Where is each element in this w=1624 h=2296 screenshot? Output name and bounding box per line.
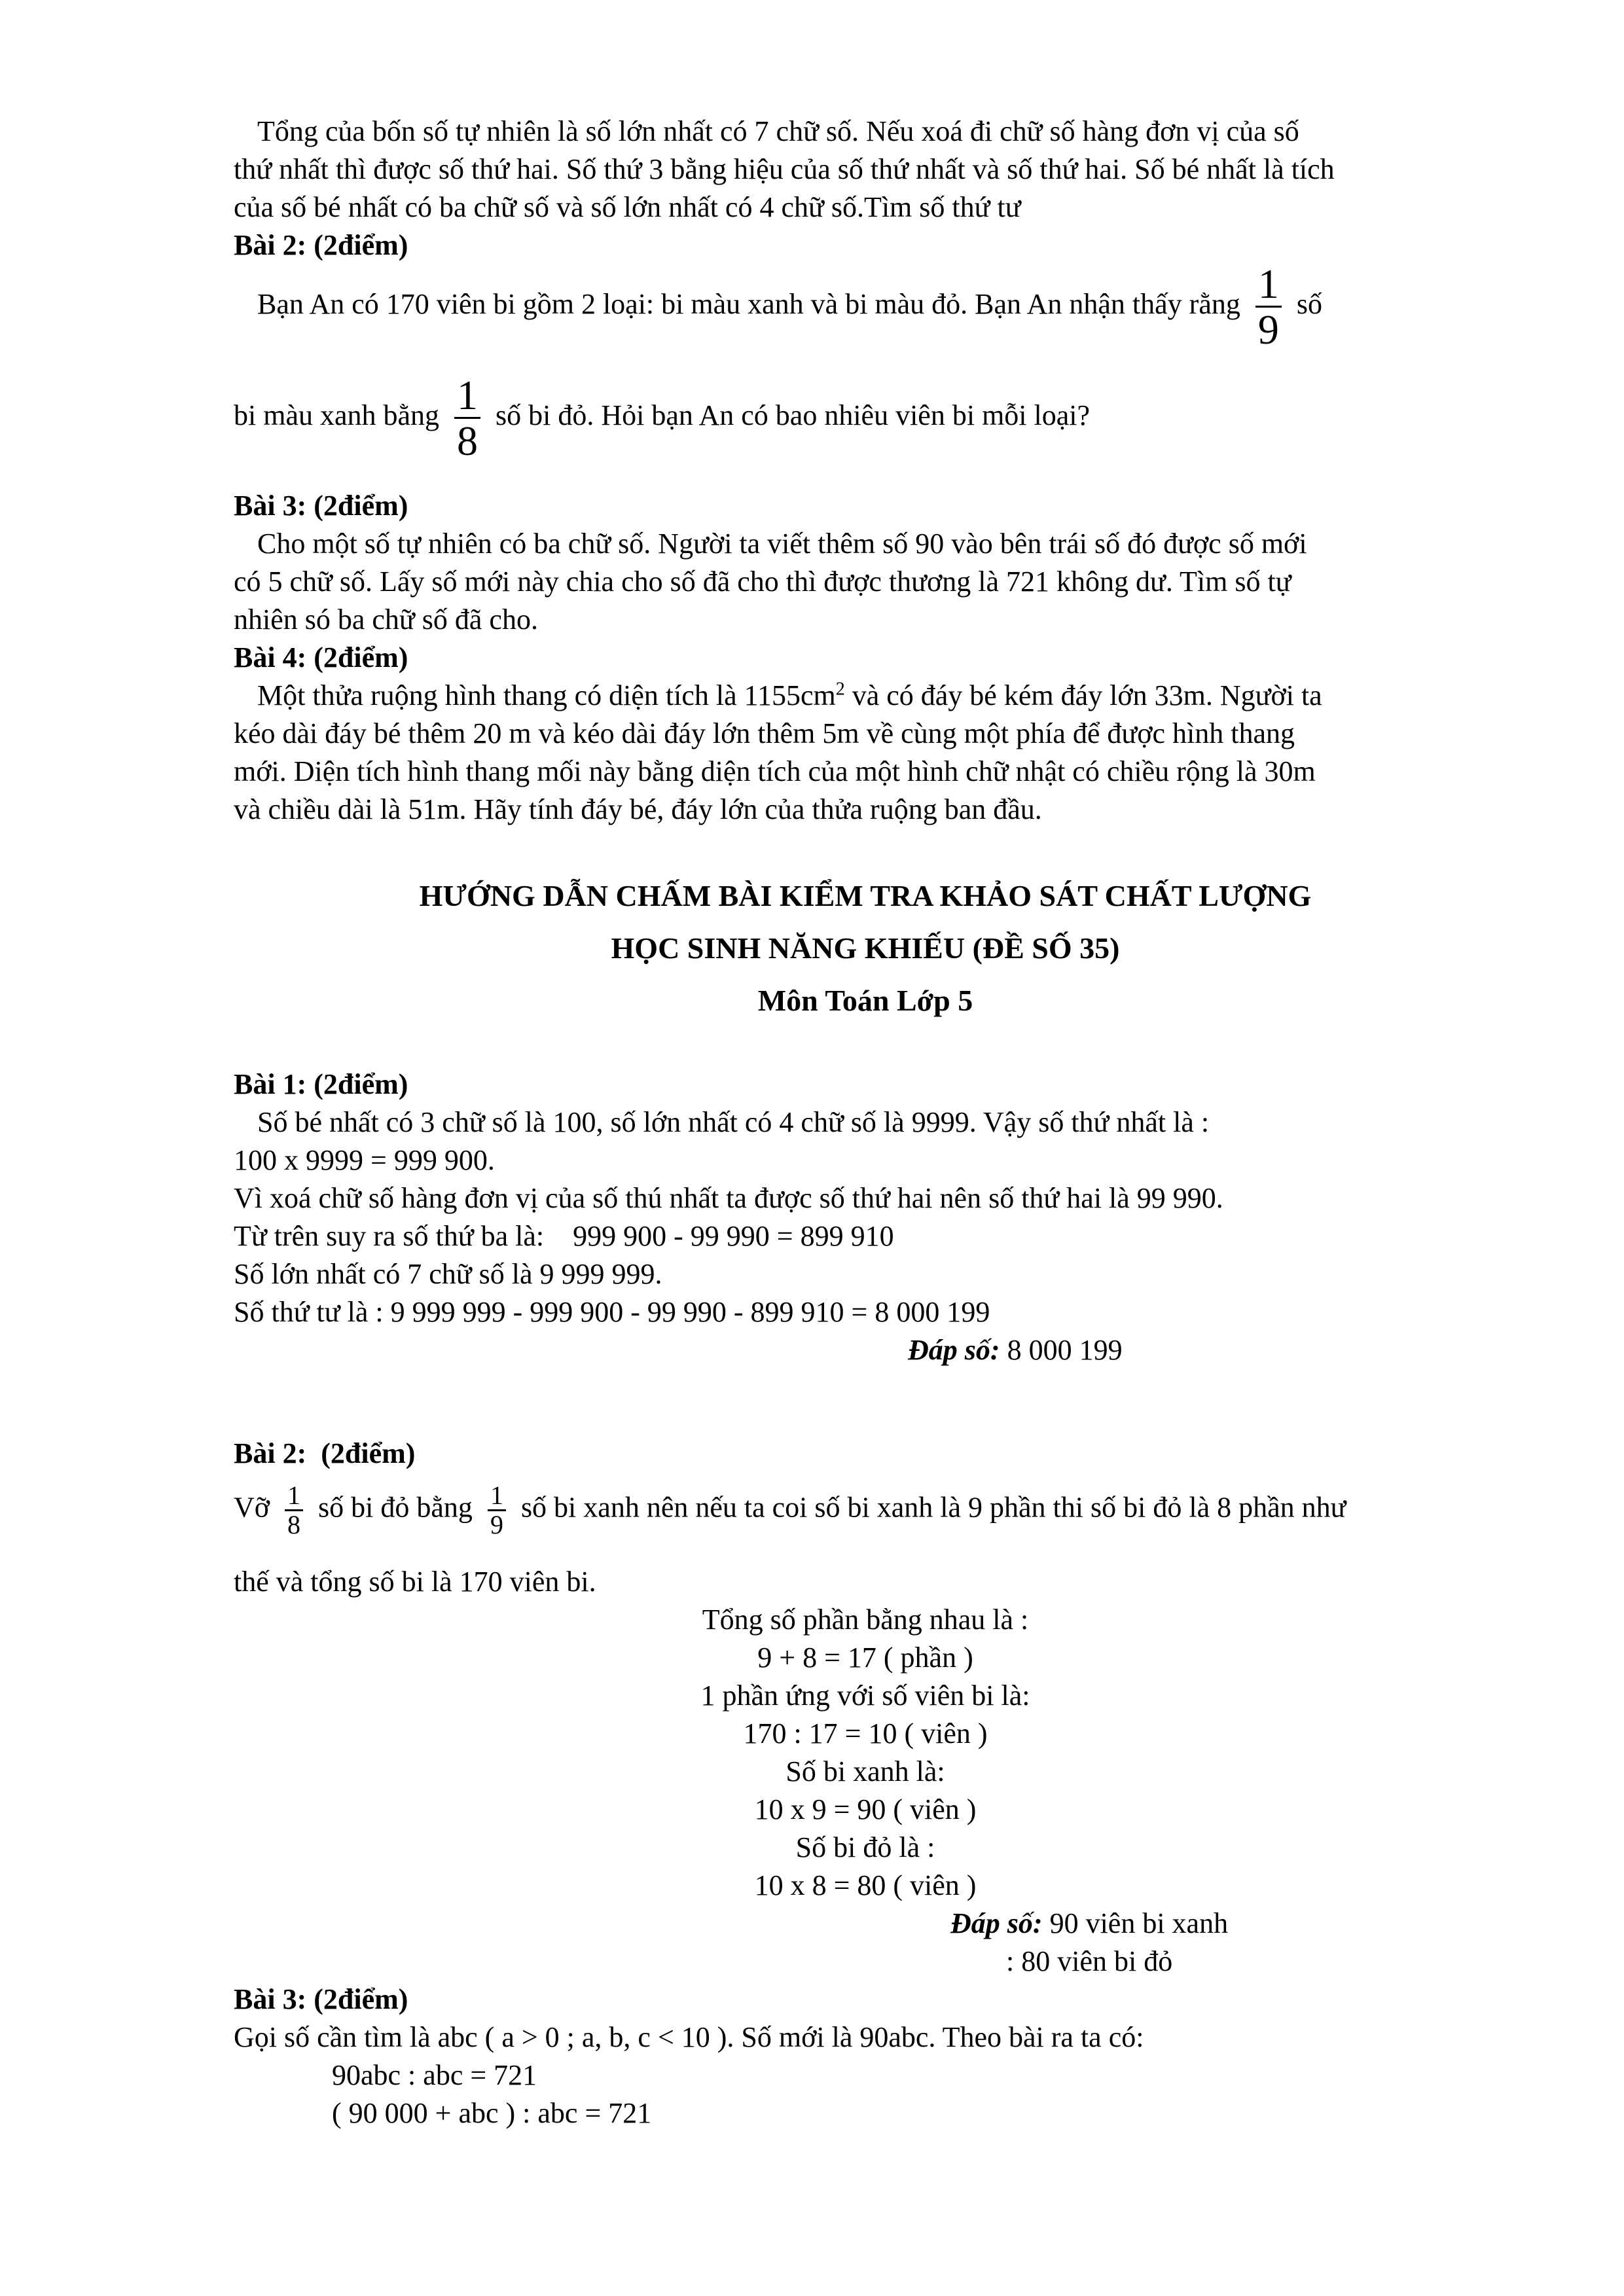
guide-bai1-line: Số bé nhất có 3 chữ số là 100, số lớn nhất có 4 chữ số là 9999. Vậy số thứ nhất là : (257, 1106, 1210, 1138)
guide-bai2-answer (234, 1905, 1497, 1981)
bai4-heading: Bài 4: (2điểm) (234, 641, 408, 673)
guide-bai2-answer-line2: : 80 viên bi đỏ (1006, 1945, 1173, 1977)
bai4-text-line: và chiều dài là 51m. Hãy tính đáy bé, đáy lớn của thửa ruộng ban đầu. (234, 793, 1042, 825)
guide-bai2-line1 (234, 1482, 1497, 1539)
bai2-line2-text: bi màu xanh bằng (234, 399, 440, 431)
fraction-denominator: 8 (454, 417, 480, 463)
answer-value: 90 viên bi xanh (1042, 1907, 1229, 1939)
answer-label: Đáp số: (908, 1334, 1000, 1366)
guide-bai2-step: 10 x 9 = 90 ( viên ) (754, 1793, 977, 1825)
bai2-line1-text: Bạn An có 170 viên bi gồm 2 loại: bi màu xanh và bi màu đỏ. Bạn An nhận thấy rằng (257, 287, 1240, 320)
guide-bai1-line: Vì xoá chữ số hàng đơn vị của số thú nhất ta được số thứ hai nên số thứ hai là 99 990. (234, 1182, 1223, 1214)
fraction-one-ninth (488, 1482, 506, 1539)
guide-bai2-heading: Bài 2: (2điểm) (234, 1437, 416, 1469)
bai2-problem-line2 (234, 373, 1497, 463)
guide-bai1-line: Số lớn nhất có 7 chữ số là 9 999 999. (234, 1258, 662, 1290)
guide-bai2-step: Số bi đỏ là : (795, 1831, 935, 1863)
guide-bai2-steps (234, 1601, 1497, 1905)
guide-bai2-step: Số bi xanh là: (785, 1755, 945, 1787)
bai1-text-line: Tổng của bốn số tự nhiên là số lớn nhất có 7 chữ số. Nếu xoá đi chữ số hàng đơn vị của số (257, 115, 1299, 147)
guide-bai3-heading: Bài 3: (2điểm) (234, 1983, 408, 2015)
fraction-numerator: 1 (1257, 260, 1279, 307)
guide-bai3-eq: 90abc : abc = 721 (332, 2059, 537, 2091)
guide-bai1 (234, 1066, 1497, 1369)
fraction-denominator: 9 (1255, 306, 1282, 351)
guide-subject: Môn Toán Lớp 5 (757, 984, 973, 1017)
bai4-text-post: và có đáy bé kém đáy lớn 33m. Người ta (844, 679, 1322, 711)
guide-bai3-eq: ( 90 000 + abc ) : abc = 721 (332, 2097, 652, 2129)
guide-title-line1: HƯỚNG DẪN CHẤM BÀI KIỂM TRA KHẢO SÁT CHẤT LƯỢNG (419, 879, 1312, 912)
guide-bai3 (234, 1981, 1497, 2132)
bai4-text-line (234, 677, 1497, 715)
bai2-line1 (234, 262, 1497, 351)
fraction-denominator: 8 (285, 1509, 303, 1539)
bai2-heading: Bài 2: (2điểm) (234, 229, 408, 261)
guide-bai1-answer (234, 1331, 1497, 1369)
fraction-numerator: 1 (490, 1480, 503, 1510)
guide-bai2-step: 10 x 8 = 80 ( viên ) (754, 1869, 977, 1901)
guide-title-line2: HỌC SINH NĂNG KHIẾU (ĐỀ SỐ 35) (611, 931, 1120, 965)
guide-bai2-step: 9 + 8 = 17 ( phần ) (757, 1641, 973, 1674)
guide-bai2-line2: thế và tổng số bi là 170 viên bi. (234, 1566, 596, 1598)
bai4-text-line: mới. Diện tích hình thang mối này bằng diện tích của một hình chữ nhật có chiều rộng là 30m (234, 755, 1316, 787)
answer-value: 8 000 199 (1000, 1334, 1123, 1366)
guide-bai2-mid: số bi đỏ bằng (318, 1491, 473, 1524)
bai3-text-line: Cho một số tự nhiên có ba chữ số. Người ta viết thêm số 90 vào bên trái số đó được số mới (257, 528, 1307, 560)
guide-bai2-pre: Vỡ (234, 1491, 270, 1524)
fraction-one-ninth (1255, 262, 1282, 351)
bai3-heading: Bài 3: (2điểm) (234, 490, 408, 522)
bai4-text-pre: Một thửa ruộng hình thang có diện tích là 1155cm (257, 679, 836, 711)
answer-label: Đáp số: (950, 1907, 1043, 1939)
bai4-text-line: kéo dài đáy bé thêm 20 m và kéo dài đáy lớn thêm 5m về cùng một phía để được hình thang (234, 717, 1295, 749)
bai2-line2-tail: số bi đỏ. Hỏi bạn An có bao nhiêu viên bi mỗi loại? (496, 399, 1091, 431)
guide-bai2-post: số bi xanh nên nếu ta coi số bi xanh là 9 phần thi số bi đỏ là 8 phần như (520, 1491, 1346, 1524)
guide-bai2 (234, 1435, 1497, 1473)
bai1-problem (234, 113, 1497, 264)
guide-bai3-line1: Gọi số cần tìm là abc ( a > 0 ; a, b, c < 10 ). Số mới là 90abc. Theo bài ra ta có: (234, 2021, 1144, 2053)
fraction-one-eighth (285, 1482, 303, 1539)
bai1-text-line: của số bé nhất có ba chữ số và số lớn nhất có 4 chữ số.Tìm số thứ tư (234, 191, 1021, 223)
bai3-text-line: có 5 chữ số. Lấy số mới này chia cho số đã cho thì được thương là 721 không dư. Tìm số tự (234, 565, 1291, 598)
bai3-problem (234, 487, 1497, 829)
bai2-problem (234, 262, 1497, 351)
guide-bai2-answer-line1 (234, 1905, 1497, 1943)
bai2-line2 (234, 373, 1497, 463)
fraction-numerator: 1 (457, 372, 478, 418)
bai1-text-line: thứ nhất thì được số thứ hai. Số thứ 3 bằng hiệu của số thứ nhất và số thứ hai. Số bé nhất là tích (234, 153, 1335, 185)
guide-bai1-line: 100 x 9999 = 999 900. (234, 1144, 495, 1176)
bai2-line1-tail: số (1296, 287, 1322, 320)
guide-bai1-line: Từ trên suy ra số thứ ba là: 999 900 - 99 990 = 899 910 (234, 1220, 894, 1252)
guide-bai1-line: Số thứ tư là : 9 999 999 - 999 900 - 99 990 - 899 910 = 8 000 199 (234, 1296, 990, 1328)
guide-bai2-step: 1 phần ứng với số viên bi là: (700, 1679, 1030, 1712)
guide-bai2-line1-text (234, 1482, 1497, 1539)
bai3-text-line: nhiên só ba chữ số đã cho. (234, 603, 538, 636)
guide-bai1-heading: Bài 1: (2điểm) (234, 1068, 408, 1100)
guide-title-block (234, 877, 1497, 1020)
guide-bai2-step: Tổng số phần bằng nhau là : (702, 1604, 1029, 1636)
fraction-denominator: 9 (488, 1509, 506, 1539)
fraction-numerator: 1 (287, 1480, 301, 1510)
guide-bai2-body (234, 1563, 1497, 1601)
bai4-unit-superscript: 2 (835, 679, 845, 700)
guide-bai2-step: 170 : 17 = 10 ( viên ) (743, 1717, 988, 1749)
fraction-one-eighth (454, 373, 480, 463)
